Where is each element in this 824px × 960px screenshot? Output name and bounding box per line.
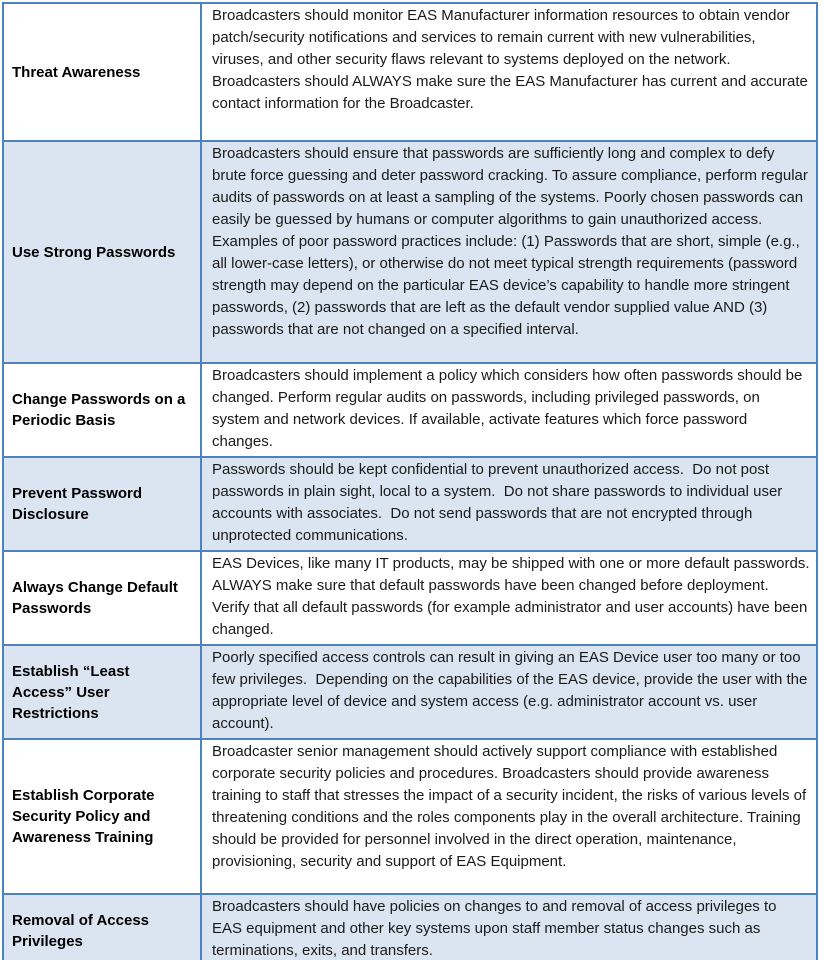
table-row <box>4 362 816 456</box>
row-topic: Threat Awareness <box>4 4 202 140</box>
row-description: Broadcasters should ensure that passwords are sufficiently long and complex to defy brute force guessing and deter password cracking. To assure compliance, perform regular audits of passwords on at least a sampling of the systems. Poorly chosen passwords can easily be guessed by humans or computer algorithms to gain unauthorized access. Examples of poor password practices include: (1) Passwords that are short, simple (e.g., all lower-case letters), or otherwise do not meet typical strength requirements (password strength may depend on the particular EAS device’s capability to handle more stringent passwords, (2) passwords that are left as the default vendor supplied value AND (3) passwords that are not changed on a specified interval. <box>212 145 813 338</box>
row-topic: Use Strong Passwords <box>4 142 202 362</box>
row-description: Poorly specified access controls can result in giving an EAS Device user too many or too few privileges. Depending on the capabilities of the EAS device, provide the user with the appropriate level of device and system access (e.g. administrator account vs. user account). <box>212 649 812 732</box>
row-description: Broadcaster senior management should actively support compliance with established corporate security policies and procedures. Broadcasters should provide awareness training to staff that stresses the impact of a security incident, the risks of various levels of threatening conditions and the roles components play in the overall architecture. Training should be provided for personnel involved in the direct operation, maintenance, provisioning, security and support of EAS Equipment. <box>212 743 811 870</box>
table-row <box>4 456 816 550</box>
row-topic: Change Passwords on a Periodic Basis <box>4 364 202 456</box>
table-row <box>4 893 816 960</box>
table-row <box>4 4 816 140</box>
row-description: Passwords should be kept confidential to prevent unauthorized access. Do not post passwords in plain sight, local to a system. Do not share passwords to individual user accounts with associates. Do not send passwords that are not encrypted through unprotected communications. <box>212 461 787 544</box>
row-topic: Removal of Access Privileges <box>4 895 202 960</box>
row-topic: Prevent Password Disclosure <box>4 458 202 550</box>
table-row <box>4 550 816 644</box>
row-description: Broadcasters should monitor EAS Manufacturer information resources to obtain vendor patch/security notifications and services to remain current with new vulnerabilities, viruses, and other security flaws relevant to systems deployed on the network. Broadcasters should ALWAYS make sure the EAS Manufacturer has current and accurate contact information for the Broadcaster. <box>212 7 813 112</box>
row-topic: Always Change Default Passwords <box>4 552 202 644</box>
best-practices-table <box>2 2 818 960</box>
row-description: Broadcasters should implement a policy which considers how often passwords should be changed. Perform regular audits on passwords, including privileged passwords, on system and network devices. If available, activate features which force password changes. <box>212 367 807 450</box>
row-description: EAS Devices, like many IT products, may be shipped with one or more default passwords. ALWAYS make sure that default passwords have been changed before deployment. Verify that all default passwords (for example administrator and user accounts) have been changed. <box>212 555 818 638</box>
table-row <box>4 738 816 893</box>
row-description: Broadcasters should have policies on changes to and removal of access privileges to EAS equipment and other key systems upon staff member status changes such as terminations, exits, and transfers. <box>212 898 781 959</box>
row-topic: Establish Corporate Security Policy and Awareness Training <box>4 740 202 893</box>
table-row <box>4 644 816 738</box>
table-row <box>4 140 816 362</box>
row-topic: Establish “Least Access” User Restrictions <box>4 646 202 738</box>
